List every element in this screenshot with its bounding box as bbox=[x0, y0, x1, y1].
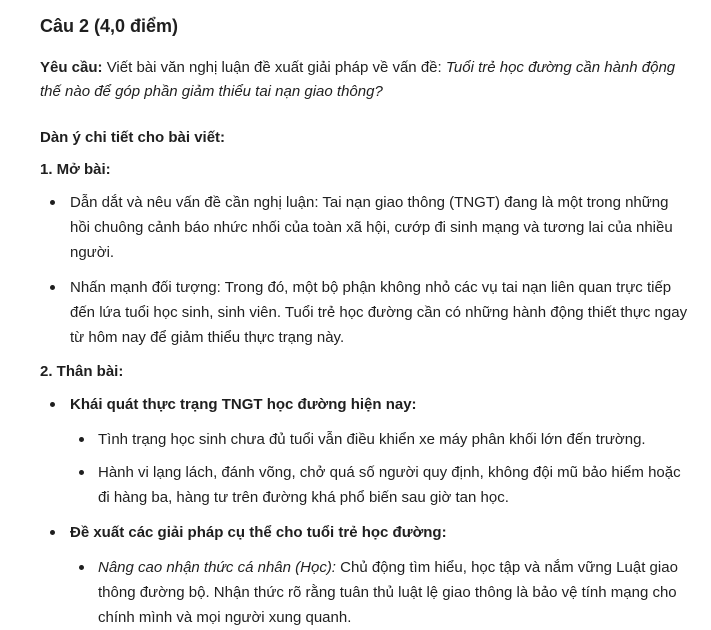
group2-list bbox=[70, 555, 691, 630]
section1-heading: 1. Mở bài: bbox=[40, 161, 111, 178]
list-item bbox=[40, 392, 691, 510]
requirement-text: Viết bài văn nghị luận đề xuất giải pháp về vấn đề: bbox=[102, 59, 446, 76]
outline-title: Dàn ý chi tiết cho bài viết: bbox=[40, 129, 226, 146]
section2-heading: 2. Thân bài: bbox=[40, 363, 124, 380]
list-item bbox=[40, 520, 691, 630]
list-item: Nhấn mạnh đối tượng: Trong đó, một bộ phận không nhỏ các vụ tai nạn liên quan trực tiếp đến lứa tuổi học sinh, sinh viên. Tuổi trẻ học đường cần có những hành động thiết thực ngay từ hôm nay để giảm thiểu thực trạng này. bbox=[40, 275, 691, 350]
requirement-paragraph bbox=[40, 56, 691, 104]
requirement-label: Yêu cầu: bbox=[40, 59, 103, 76]
list-item bbox=[70, 555, 691, 630]
group2-heading: Đề xuất các giải pháp cụ thể cho tuổi trẻ học đường: bbox=[70, 524, 447, 541]
group1-list bbox=[70, 427, 691, 510]
list-item: Hành vi lạng lách, đánh võng, chở quá số người quy định, không đội mũ bảo hiểm hoặc đi hàng ba, hàng tư trên đường khá phổ biến sau giờ tan học. bbox=[70, 460, 691, 510]
solution-lead: Nâng cao nhận thức cá nhân (Học): bbox=[98, 559, 336, 576]
list-item: Tình trạng học sinh chưa đủ tuổi vẫn điều khiển xe máy phân khối lớn đến trường. bbox=[70, 427, 691, 452]
section2-list bbox=[40, 392, 691, 630]
group1-heading: Khái quát thực trạng TNGT học đường hiện nay: bbox=[70, 396, 417, 413]
list-item: Dẫn dắt và nêu vấn đề cần nghị luận: Tai nạn giao thông (TNGT) đang là một trong những hồi chuông cảnh báo nhức nhối của toàn xã hội, cướp đi sinh mạng và tương lai của nhiều người. bbox=[40, 190, 691, 265]
requirement-topic: Tuổi trẻ học đường cần hành động thế nào để góp phần giảm thiểu tai nạn giao thông? bbox=[40, 59, 676, 100]
section1-list bbox=[40, 190, 691, 350]
question-title: Câu 2 (4,0 điểm) bbox=[40, 16, 179, 36]
solution-text: Chủ động tìm hiểu, học tập và nắm vững Luật giao thông đường bộ. Nhận thức rõ rằng tuân thủ luật lệ giao thông là bảo vệ tính mạng cho chính mình và mọi người xung quanh. bbox=[98, 559, 678, 626]
